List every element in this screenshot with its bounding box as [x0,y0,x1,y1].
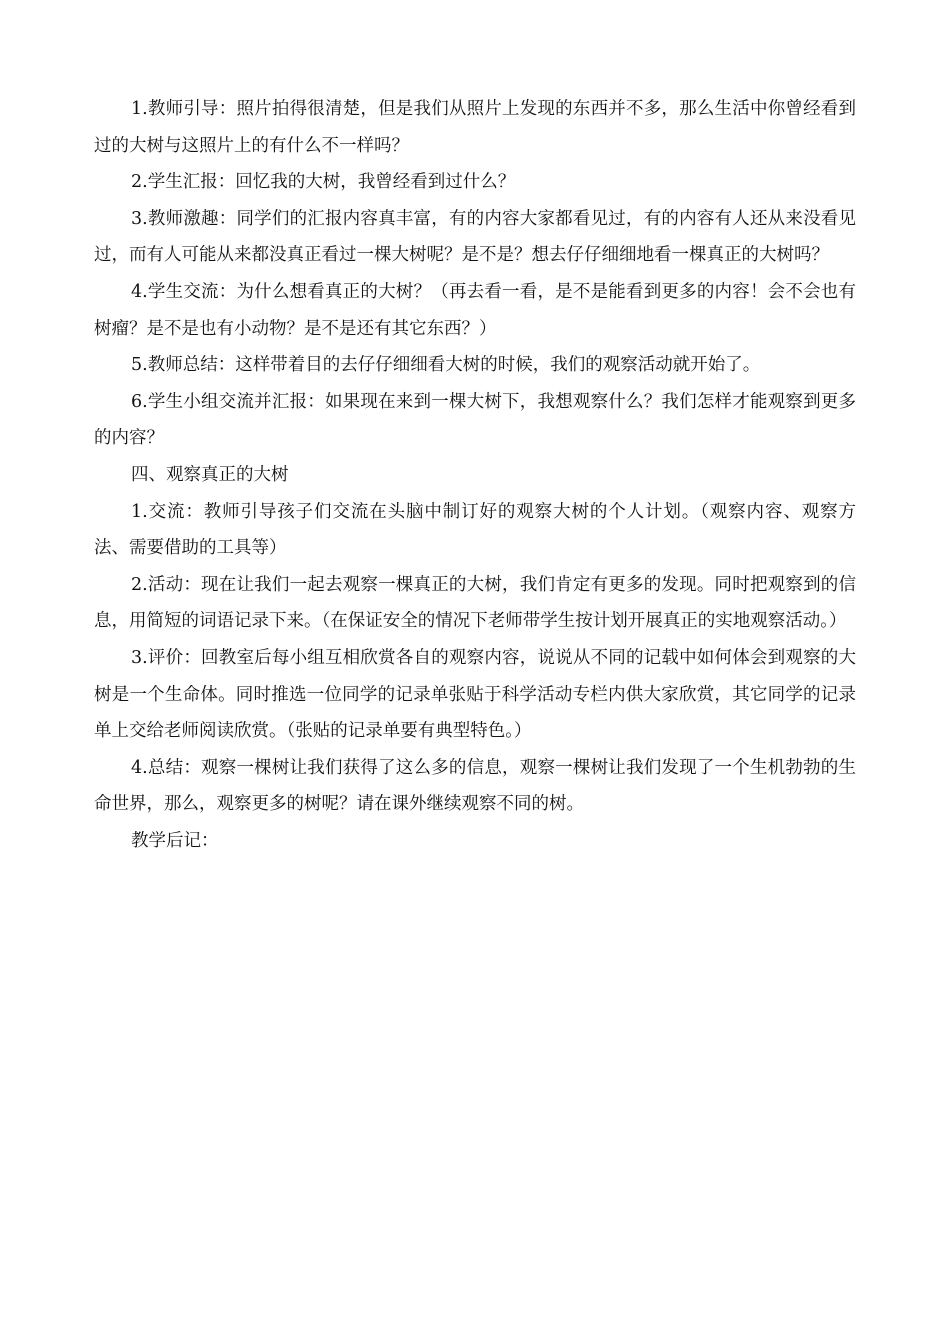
paragraph-teacher-summary: 5.教师总结：这样带着目的去仔仔细细看大树的时候，我们的观察活动就开始了。 [131,355,761,376]
paragraph-teacher-motivate: 3.教师激趣：同学们的汇报内容真丰富，有的内容大家都看见过，有的内容有人还从来没看见过，而有人可能从来都没真正看过一棵大树呢？是不是？想去仔仔细细地看一棵真正的大树吗？ [94,208,856,266]
document-body [94,91,856,859]
paragraph-student-report: 2.学生汇报：回忆我的大树，我曾经看到过什么？ [131,172,516,193]
teaching-notes-label: 教学后记： [131,830,219,851]
paragraph-teacher-guide: 1.教师引导：照片拍得很清楚，但是我们从照片上发现的东西并不多，那么生活中你曾经看到过的大树与这照片上的有什么不一样吗？ [94,99,856,156]
paragraph-student-exchange: 4.学生交流：为什么想看真正的大树？（再去看一看，是不是能看到更多的内容！会不会也有树瘤？是不是也有小动物？是不是还有其它东西？） [94,281,856,339]
paragraph-evaluation: 3.评价：回教室后每小组互相欣赏各自的观察内容，说说从不同的记载中如何体会到观察的大树是一个生命体。同时推选一位同学的记录单张贴于科学活动专栏内供大家欣赏，其它同学的记录单上交给老师阅读欣赏。（张贴的记录单要有典型特色。） [94,647,856,742]
paragraph-conclusion: 4.总结：观察一棵树让我们获得了这么多的信息，观察一棵树让我们发现了一个生机勃勃的生命世界，那么，观察更多的树呢？请在课外继续观察不同的树。 [94,757,856,815]
paragraph-exchange-plan: 1.交流：教师引导孩子们交流在头脑中制订好的观察大树的个人计划。（观察内容、观察方法、需要借助的工具等） [94,501,856,559]
section-heading-observe-tree: 四、观察真正的大树 [131,464,289,485]
paragraph-activity: 2.活动：现在让我们一起去观察一棵真正的大树，我们肯定有更多的发现。同时把观察到的信息，用简短的词语记录下来。（在保证安全的情况下老师带学生按计划开展真正的实地观察活动。） [94,574,856,632]
paragraph-group-exchange: 6.学生小组交流并汇报：如果现在来到一棵大树下，我想观察什么？我们怎样才能观察到更多的内容？ [94,391,856,449]
